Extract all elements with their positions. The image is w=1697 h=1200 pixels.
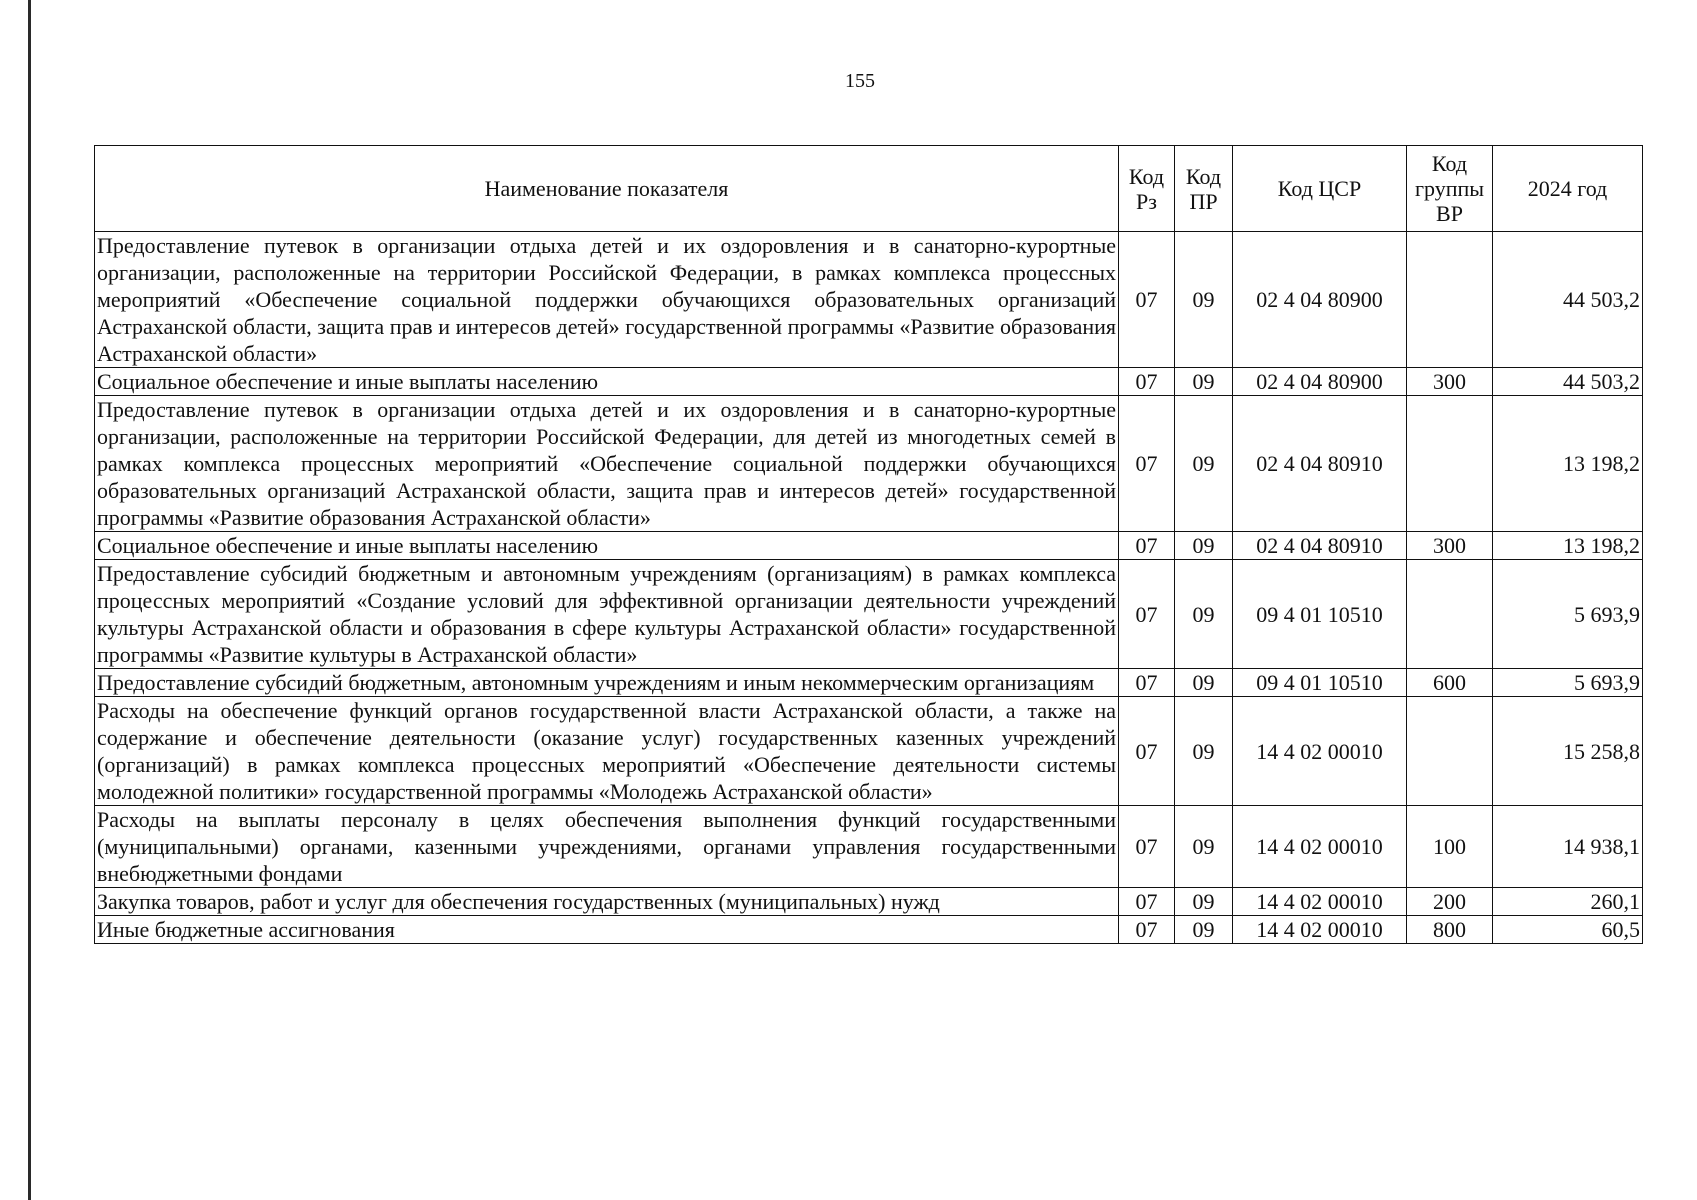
row-csr: 09 4 01 10510 (1233, 560, 1407, 669)
row-amount: 5 693,9 (1493, 560, 1643, 669)
row-name: Социальное обеспечение и иные выплаты населению (95, 368, 1119, 396)
table-row (95, 916, 1643, 944)
row-rz: 07 (1119, 368, 1175, 396)
table-row (95, 669, 1643, 697)
header-rz: Код Рз (1119, 146, 1175, 232)
header-vr: Код группы ВР (1407, 146, 1493, 232)
row-amount: 44 503,2 (1493, 232, 1643, 368)
row-amount: 13 198,2 (1493, 396, 1643, 532)
row-vr (1407, 396, 1493, 532)
row-amount: 60,5 (1493, 916, 1643, 944)
row-csr: 09 4 01 10510 (1233, 669, 1407, 697)
row-csr: 14 4 02 00010 (1233, 697, 1407, 806)
row-csr: 02 4 04 80910 (1233, 396, 1407, 532)
row-name: Расходы на обеспечение функций органов государственной власти Астраханской области, а также на содержание и обеспечение деятельности (оказание услуг) государственных казенных учреждений (организаций) в рамках комплекса процессных мероприятий «Обеспечение деятельности системы молодежной политики» государственной программы «Молодежь Астраханской области» (95, 697, 1119, 806)
row-pr: 09 (1175, 669, 1233, 697)
table-header-row (95, 146, 1643, 232)
row-vr: 800 (1407, 916, 1493, 944)
row-amount: 15 258,8 (1493, 697, 1643, 806)
row-name: Закупка товаров, работ и услуг для обеспечения государственных (муниципальных) нужд (95, 888, 1119, 916)
table-row (95, 368, 1643, 396)
header-name: Наименование показателя (95, 146, 1119, 232)
table-row (95, 560, 1643, 669)
row-name: Предоставление субсидий бюджетным и автономным учреждениям (организациям) в рамках комплекса процессных мероприятий «Создание условий для эффективной организации деятельности учреждений культуры Астраханской области и образования в сфере культуры Астраханской области» государственной программы «Развитие культуры в Астраханской области» (95, 560, 1119, 669)
row-rz: 07 (1119, 697, 1175, 806)
row-vr (1407, 697, 1493, 806)
table-row (95, 697, 1643, 806)
row-pr: 09 (1175, 560, 1233, 669)
header-year: 2024 год (1493, 146, 1643, 232)
row-amount: 5 693,9 (1493, 669, 1643, 697)
scan-edge-line (28, 0, 31, 1200)
row-vr: 300 (1407, 368, 1493, 396)
row-vr: 600 (1407, 669, 1493, 697)
row-rz: 07 (1119, 560, 1175, 669)
row-rz: 07 (1119, 806, 1175, 888)
row-amount: 260,1 (1493, 888, 1643, 916)
row-pr: 09 (1175, 916, 1233, 944)
row-name: Расходы на выплаты персоналу в целях обеспечения выполнения функций государственными (муниципальными) органами, казенными учреждениями, органами управления государственными внебюджетными фондами (95, 806, 1119, 888)
row-name: Социальное обеспечение и иные выплаты населению (95, 532, 1119, 560)
row-rz: 07 (1119, 396, 1175, 532)
row-csr: 02 4 04 80900 (1233, 232, 1407, 368)
table-row (95, 806, 1643, 888)
row-pr: 09 (1175, 888, 1233, 916)
row-csr: 14 4 02 00010 (1233, 806, 1407, 888)
table-row (95, 396, 1643, 532)
row-vr: 100 (1407, 806, 1493, 888)
row-vr (1407, 560, 1493, 669)
table-row (95, 232, 1643, 368)
row-vr (1407, 232, 1493, 368)
row-pr: 09 (1175, 232, 1233, 368)
row-pr: 09 (1175, 396, 1233, 532)
row-vr: 200 (1407, 888, 1493, 916)
page-number: 155 (845, 70, 875, 92)
row-pr: 09 (1175, 697, 1233, 806)
row-vr: 300 (1407, 532, 1493, 560)
row-rz: 07 (1119, 888, 1175, 916)
row-pr: 09 (1175, 368, 1233, 396)
row-csr: 02 4 04 80900 (1233, 368, 1407, 396)
row-name: Предоставление путевок в организации отдыха детей и их оздоровления и в санаторно-курортные организации, расположенные на территории Российской Федерации, в рамках комплекса процессных мероприятий «Обеспечение социальной поддержки обучающихся образовательных организаций Астраханской области, защита прав и интересов детей» государственной программы «Развитие образования Астраханской области» (95, 232, 1119, 368)
row-rz: 07 (1119, 232, 1175, 368)
row-name: Предоставление путевок в организации отдыха детей и их оздоровления и в санаторно-курортные организации, расположенные на территории Российской Федерации, для детей из многодетных семей в рамках комплекса процессных мероприятий «Обеспечение социальной поддержки обучающихся образовательных организаций Астраханской области, защита прав и интересов детей» государственной программы «Развитие образования Астраханской области» (95, 396, 1119, 532)
row-csr: 14 4 02 00010 (1233, 888, 1407, 916)
row-rz: 07 (1119, 916, 1175, 944)
row-name: Иные бюджетные ассигнования (95, 916, 1119, 944)
row-rz: 07 (1119, 532, 1175, 560)
row-amount: 13 198,2 (1493, 532, 1643, 560)
budget-table (94, 145, 1643, 944)
row-name: Предоставление субсидий бюджетным, автономным учреждениям и иным некоммерческим организациям (95, 669, 1119, 697)
table-row (95, 532, 1643, 560)
row-pr: 09 (1175, 532, 1233, 560)
row-csr: 14 4 02 00010 (1233, 916, 1407, 944)
row-pr: 09 (1175, 806, 1233, 888)
row-amount: 14 938,1 (1493, 806, 1643, 888)
row-csr: 02 4 04 80910 (1233, 532, 1407, 560)
table-row (95, 888, 1643, 916)
row-amount: 44 503,2 (1493, 368, 1643, 396)
row-rz: 07 (1119, 669, 1175, 697)
header-pr: Код ПР (1175, 146, 1233, 232)
header-csr: Код ЦСР (1233, 146, 1407, 232)
